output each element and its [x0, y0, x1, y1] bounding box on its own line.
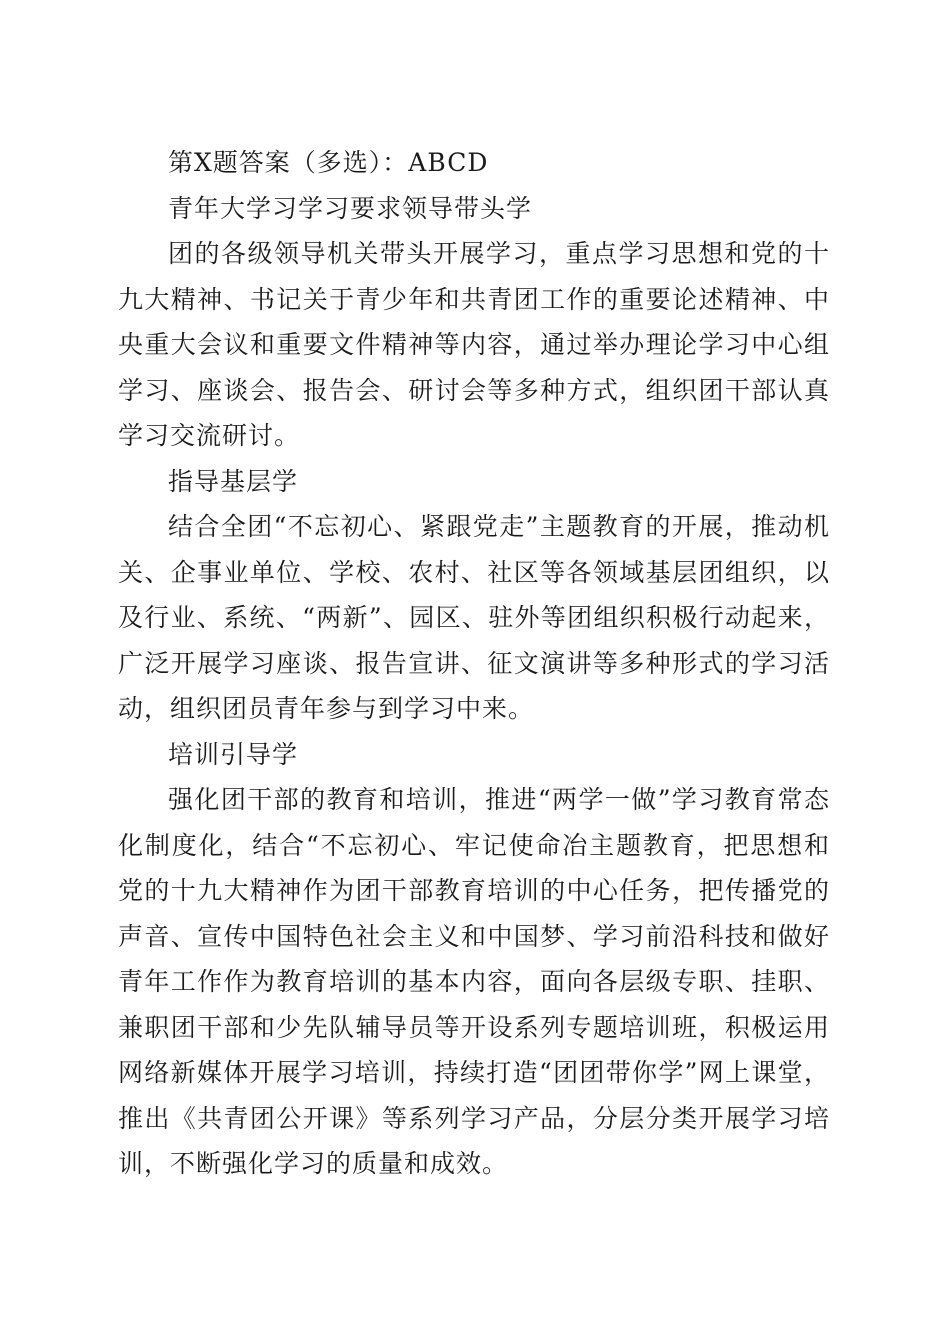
- paragraph-grassroots: 结合全团“不忘初心、紧跟党走”主题教育的开展，推动机关、企事业单位、学校、农村、社区等各领域基层团组织，以及行业、系统、“两新”、园区、驻外等团组织积极行动起来，广泛开展学习座谈、报告宣讲、征文演讲等多种形式的学习活动，组织团员青年参与到学习中来。: [118, 512, 830, 723]
- section-heading-leaders: 青年大学习学习要求领导带头学: [168, 193, 533, 223]
- paragraph-training: 强化团干部的教育和培训，推进“两学一做”学习教育常态化制度化，结合“不忘初心、牢记使命冶主题教育，把思想和党的十九大精神作为团干部教育培训的中心任务，把传播党的声音、宣传中国特色社会主义和中国梦、学习前沿科技和做好青年工作作为教育培训的基本内容，面向各层级专职、挂职、兼职团干部和少先队辅导员等开设系列专题培训班，积极运用网络新媒体开展学习培训，持续打造“团团带你学”网上课堂，推出《共青团公开课》等系列学习产品，分层分类开展学习培训，不断强化学习的质量和成效。: [118, 785, 830, 1178]
- section-heading-training: 培训引导学: [168, 739, 299, 769]
- section-heading-grassroots: 指导基层学: [168, 466, 299, 496]
- document-body: [118, 140, 830, 1187]
- paragraph-leaders: 团的各级领导机关带头开展学习，重点学习思想和党的十九大精神、书记关于青少年和共青团工作的重要论述精神、中央重大会议和重要文件精神等内容，通过举办理论学习中心组学习、座谈会、报告会、研讨会等多种方式，组织团干部认真学习交流研讨。: [118, 239, 830, 450]
- answer-line: 第X题答案（多选）：ABCD: [168, 148, 489, 177]
